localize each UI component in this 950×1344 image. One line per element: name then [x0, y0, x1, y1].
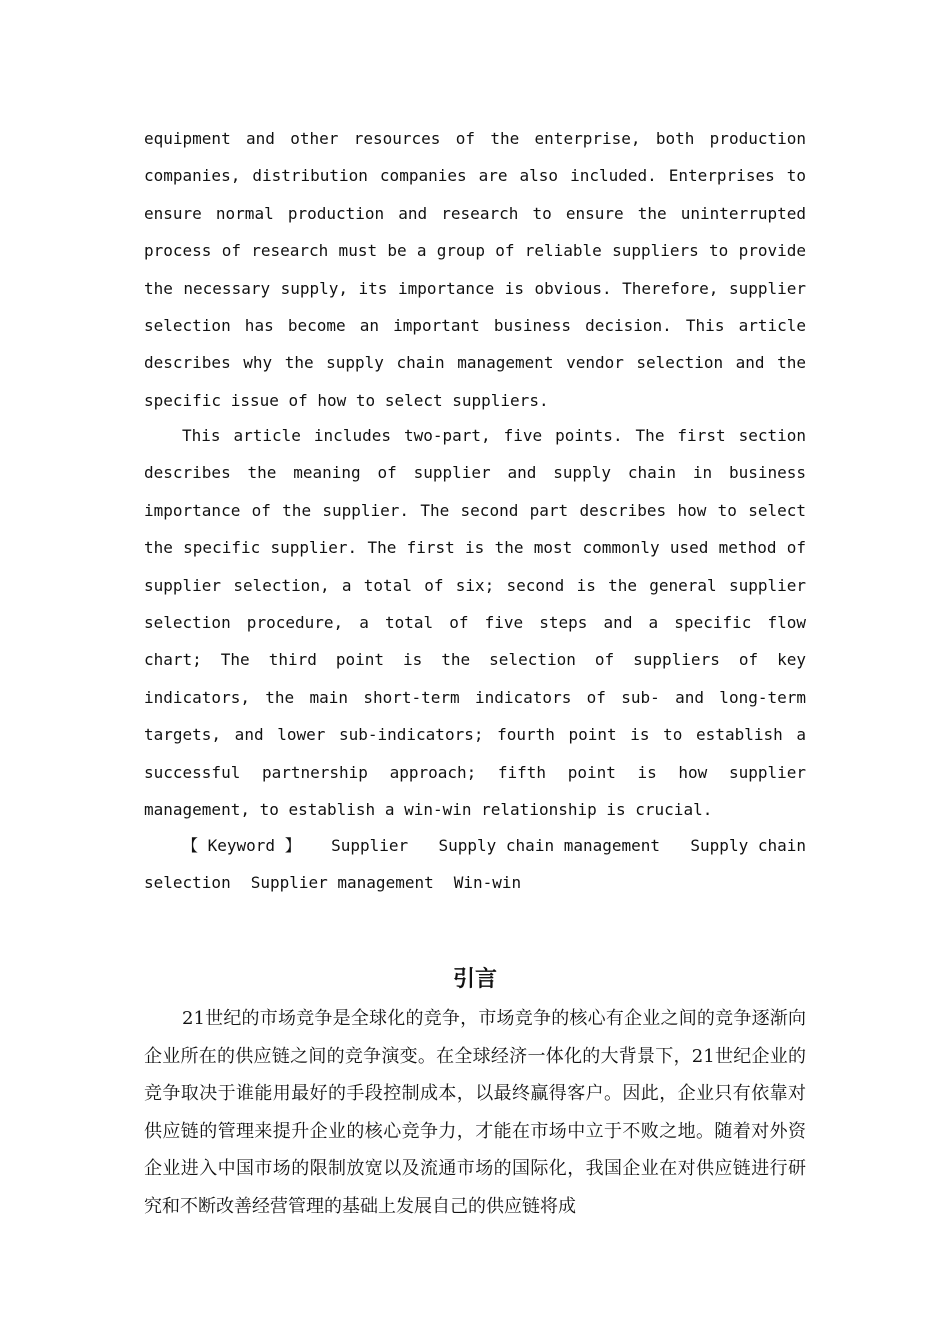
keyword-item: Supply chain — [690, 836, 806, 855]
abstract-english-continuation — [144, 120, 806, 419]
keywords-row-2 — [144, 864, 806, 901]
keyword-item: Supplier — [331, 836, 409, 855]
abstract-english-second — [144, 417, 806, 828]
keywords — [144, 827, 806, 902]
abstract-paragraph-2: This article includes two-part, five points. The first section describes the meaning of supplier and supply chain in business importance of the supplier. The second part describes how to select the specific supplier. The first is the most commonly used method of supplier selection, a total of six; second is the general supplier selection procedure, a total of five steps and a specific flow chart; The third point is the selection of suppliers of key indicators, the main short-term indicators of sub- and long-term targets, and lower sub-indicators; fourth point is to establish a successful partnership approach; fifth point is how supplier management, to establish a win-win relationship is crucial. — [144, 426, 806, 820]
keyword-item: Supply chain management — [438, 836, 661, 855]
keywords-label: 【 Keyword 】 — [182, 836, 301, 855]
keywords-row-1 — [144, 827, 806, 864]
intro-body — [144, 1000, 806, 1225]
intro-paragraph: 21世纪的市场竞争是全球化的竞争，市场竞争的核心有企业之间的竞争逐渐向企业所在的供应链之间的竞争演变。在全球经济一体化的大背景下，21世纪企业的竞争取决于谁能用最好的手段控制成本，以最终赢得客户。因此，企业只有依靠对供应链的管理来提升企业的核心竞争力，才能在市场中立于不败之地。随着对外资企业进入中国市场的限制放宽以及流通市场的国际化，我国企业在对供应链进行研究和不断改善经营管理的基础上发展自己的供应链将成 — [144, 1008, 806, 1217]
keyword-item: Supplier management — [250, 873, 434, 893]
keyword-item: Win-win — [453, 873, 522, 893]
keyword-item: selection — [144, 873, 231, 893]
section-title: 引言 — [452, 967, 497, 992]
abstract-paragraph-1: equipment and other resources of the enterprise, both production companies, distribution companies are also included. Enterprises to ensure normal production and research to ensure the uninterrupted process of research must be a group of reliable suppliers to provide the necessary supply, its importance is obvious. Therefore, supplier selection has become an important business decision. This article describes why the supply chain management vendor selection and the specific issue of how to select suppliers. — [144, 129, 806, 410]
